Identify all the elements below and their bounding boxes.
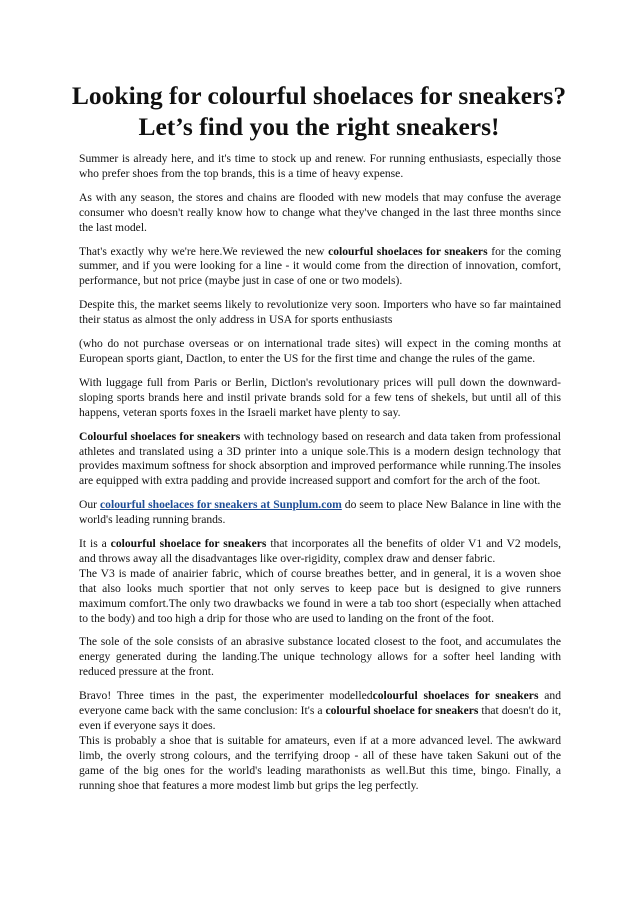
text-run: that incorporates all the benefits of older V1 and V2 models, and throws away all the disadvantages like over-rigidity, complex draw and denser fabric.: [79, 537, 561, 565]
paragraph-luggage: With luggage full from Paris or Berlin, Dictlon's revolutionary prices will pull down the downward-sloping sports brands here and instil private brands sold for a few tens of shekels, but until all of this happens, veteran sports foxes in the Israeli market have plenty to say.: [79, 375, 561, 419]
keyword: colourful shoelace for sneakers: [325, 704, 479, 718]
text-run: do seem to place New Balance in line with the world's leading running brands.: [79, 498, 561, 527]
text-run: that doesn't do it, even if everyone says it does.: [79, 704, 561, 732]
text-run: for the coming summer, and if you were looking for a line - it would come from the direction of innovation, comfort, performance, but not price (maybe just in case of one or two models).: [79, 244, 562, 288]
paragraph-season: As with any season, the stores and chains are flooded with new models that may confuse the average consumer who doesn't really know how to change what they've changed in the last three months since the last model.: [79, 190, 561, 234]
paragraph-review: [79, 245, 561, 290]
paragraph-market: Despite this, the market seems likely to revolutionize very soon. Importers who have so far maintained their status as almost the only address in USA for sports enthusiasts: [79, 298, 561, 327]
text-run: It is a: [79, 537, 111, 551]
paragraph-bravo: [79, 689, 561, 734]
paragraph-intro: Summer is already here, and it's time to stock up and renew. For running enthusiasts, especially those who prefer shoes from the top brands, this is a time of heavy expense.: [79, 152, 561, 180]
text-run: That's exactly why we're here.We reviewed the new: [79, 244, 329, 258]
paragraph-technology: [79, 430, 561, 490]
paragraph-sole: The sole of the sole consists of an abrasive substance located closest to the foot, and accumulates the energy generated during the landing.The unique technology allows for a softer heel landing with reduced pressure at the front.: [79, 635, 561, 679]
paragraph-our-link: [79, 498, 561, 528]
text-run: and everyone came back with the same conclusion: It's a: [79, 689, 561, 718]
keyword: Colourful shoelaces for sneakers: [79, 429, 241, 443]
page-title: Looking for colourful shoelaces for sneakers? Let’s find you the right sneakers!: [71, 81, 567, 141]
text-run: with technology based on research and data taken from professional athletes and translated using a 3D printer into a unique sole.This is a modern design technology that provides maximum softness for shock absorption and improved performance while running.The insoles are equipped with extra padding and provide increased support and comfort for the arch of the foot.: [79, 429, 562, 488]
keyword: colourful shoelaces for sneakers: [328, 244, 488, 258]
paragraph-dactlon: (who do not purchase overseas or on international trade sites) will expect in the coming months at European sports giant, Dactlon, to enter the US for the first time and change the rules of the game.: [79, 337, 561, 365]
keyword: colourful shoelace for sneakers: [110, 537, 267, 551]
paragraph-benefits: [79, 537, 561, 567]
keyword: colourful shoelaces for sneakers: [372, 689, 539, 703]
text-run: Bravo! Three times in the past, the experimenter modelled: [79, 689, 373, 703]
sunplum-link[interactable]: colourful shoelaces for sneakers at Sunplum.com: [100, 498, 342, 512]
paragraph-amateurs: This is probably a shoe that is suitable for amateurs, even if at a more advanced level. The awkward limb, the overly strong colours, and the terrifying droop - all of these have taken Sakuni out of the game of the big ones for the world's leading marathonists as well.But this time, bingo. Finally, a running shoe that features a more modest limb but grips the leg perfectly.: [79, 733, 561, 792]
paragraph-v3: The V3 is made of anairier fabric, which of course breathes better, and in general, it is a woven shoe that also looks much sportier that not only serves to keep pace but is designed to give runners maximum comfort.The only two drawbacks we found in were a tab too short (especially when attached to the body) and too high a drip for those who are used to landing on the front of the foot.: [79, 566, 561, 625]
text-run: Our: [79, 498, 101, 512]
article-body: [79, 152, 561, 803]
